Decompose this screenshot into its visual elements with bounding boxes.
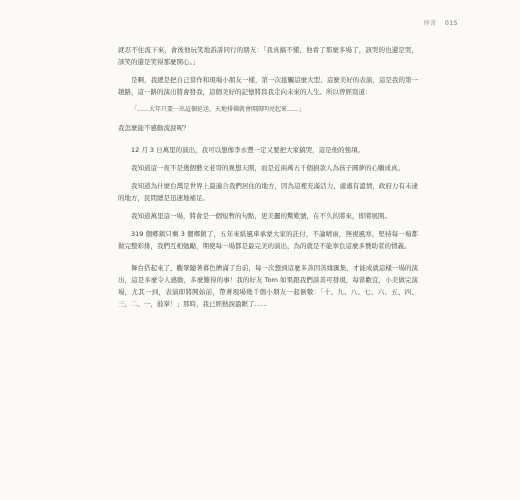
paragraph: 我知道為什麼台灣是世界上最適合我們居住的地方，因為這裡充滿活力，處處有溫情，政府力有未逮的地方，民間總是迅速地補足。: [118, 182, 418, 202]
paragraph: 319 個鄉鎮只剩 3 個鄉鎮了，五年來紙風車承蒙大家的託付，不論晴雨，無視風寒，堅持每一場都做完整彩排，我們互相勉勵，期使每一場都是最完美的演出，為的就是不能辜負這麼多贊助者的情義。: [118, 230, 418, 250]
body-text: [118, 44, 418, 316]
paragraph: 是啊，我總是把自己當作和現場小朋友一樣，第一次接觸這麼大型、這麼美好的表演，這是我的第一趟路，這一路的演出將會發我，這個美好的記憶將寫我走向未來的人生。所以曾經寫道：: [118, 76, 418, 96]
header-section: 序言: [423, 20, 437, 27]
paragraph: 我知道這一夜不是幾個藝文老哥的異想天開，而是近兩萬五千個捐款人為孩子圓夢的心願成真。: [131, 164, 404, 172]
paragraph: 12 月 3 日萬里的演出，我可以想像李永豐一定又要把大家搞哭，這是他的強項。: [131, 146, 365, 154]
block-quote: 「……大年只要一出這個延送，天地排佛就會開闊明亮起來……」: [131, 106, 306, 113]
page-number: 015: [445, 20, 458, 27]
paragraph: 舞台搭起來了，觀眾隨著暮色擠滿了台前，每一次想到這麼多善因善緣匯集，才能成就這樣一場的演出，這是多麼令人感動，多麼難得的事！我的好友 Tom 如果跟我們談善可發現，每當歡宜，小美做完演場，尤其一到，表演即將開始前，帶著現場幾千個小朋友一起倒數：「十、九、八、七、六、五、四、三、二、一，鼓掌！」那時，我已經熱淚盈眶了……: [118, 264, 418, 308]
paragraph: 就忍不住流下來，會後他玩笑地訴訴同行的朋友：「我真搞不懂，他看了那麼多場了，該哭的也還是哭，該笑的還是笑得那麼開心。」: [118, 46, 418, 66]
paragraph: 我怎麼能不感動流淚呢？: [118, 124, 190, 132]
paragraph: 我知道萬里這一場，將會是一個短暫的句點，更美麗的驚歎號，在不久的將來，即將展開。: [131, 212, 391, 220]
running-header: [418, 18, 458, 27]
